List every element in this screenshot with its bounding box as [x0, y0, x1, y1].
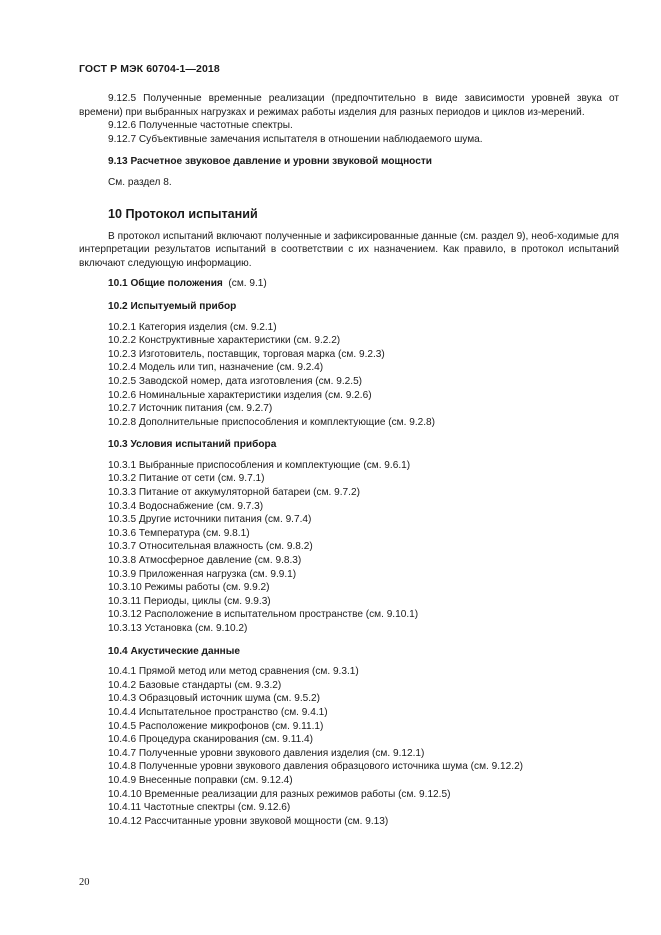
- list-item: 10.3.13 Установка (см. 9.10.2): [108, 623, 248, 634]
- list-item: 10.3.11 Периоды, циклы (см. 9.9.3): [108, 595, 271, 607]
- list-item: 10.3.3 Питание от аккумуляторной батареи (см. 9.7.2): [108, 487, 360, 499]
- list-item: 10.3.7 Относительная влажность (см. 9.8.2): [108, 541, 313, 553]
- clause-10-4-heading: 10.4 Акустические данные: [108, 645, 240, 657]
- list-item: 10.3.2 Питание от сети (см. 9.7.1): [108, 473, 265, 485]
- clause-10-1-ref: (см. 9.1): [222, 278, 267, 290]
- clause-10-2-list: [79, 321, 619, 430]
- list-item: 10.3.4 Водоснабжение (см. 9.7.3): [108, 500, 264, 512]
- list-item: 10.4.11 Частотные спектры (см. 9.12.6): [108, 802, 291, 814]
- list-item: 10.2.1 Категория изделия (см. 9.2.1): [108, 321, 277, 333]
- list-item: 10.4.3 Образцовый источник шума (см. 9.5.2): [108, 693, 321, 705]
- list-item: 10.3.10 Режимы работы (см. 9.9.2): [108, 582, 270, 594]
- list-item: 10.4.7 Полученные уровни звукового давления изделия (см. 9.12.1): [108, 747, 425, 759]
- list-item: 10.2.5 Заводской номер, дата изготовления (см. 9.2.5): [108, 375, 363, 387]
- list-item: 10.3.8 Атмосферное давление (см. 9.8.3): [108, 555, 302, 567]
- list-item: 10.3.9 Приложенная нагрузка (см. 9.9.1): [108, 568, 297, 580]
- list-item: 10.4.9 Внесенные поправки (см. 9.12.4): [108, 774, 293, 786]
- clause-10-4-list: [79, 665, 619, 828]
- document-body: [79, 92, 619, 828]
- list-item: 10.2.2 Конструктивные характеристики (см. 9.2.2): [108, 335, 341, 347]
- section-10-intro: В протокол испытаний включают полученные и зафиксированные данные (см. раздел 9), необ-ходимые для интерпретации результатов испытаний в соответствии с их назначением. Как правило, в протокол испытаний включают следующую информацию.: [79, 230, 619, 269]
- document-header: ГОСТ Р МЭК 60704-1—2018: [79, 63, 220, 75]
- list-item: 10.3.5 Другие источники питания (см. 9.7.4): [108, 514, 312, 526]
- list-item: 10.2.3 Изготовитель, поставщик, торговая марка (см. 9.2.3): [108, 348, 385, 360]
- section-10-heading: 10 Протокол испытаний: [108, 206, 258, 221]
- list-item: 10.2.8 Дополнительные приспособления и комплектующие (см. 9.2.8): [108, 416, 436, 428]
- clause-10-3-heading: 10.3 Условия испытаний прибора: [108, 439, 277, 451]
- clause-9-12-7: 9.12.7 Субъективные замечания испытателя в отношении наблюдаемого шума.: [108, 133, 483, 145]
- clause-10-1: [79, 277, 619, 291]
- list-item: 10.4.5 Расположение микрофонов (см. 9.11.1): [108, 720, 324, 732]
- list-item: 10.4.1 Прямой метод или метод сравнения (см. 9.3.1): [108, 666, 359, 678]
- clause-9-12-6: 9.12.6 Полученные частотные спектры.: [108, 120, 293, 132]
- clause-9-12-5: 9.12.5 Полученные временные реализации (предпочтительно в виде зависимости уровней звука от времени) при выбранных нагрузках и режимах работы изделия для разных периодов и циклов из-мерений.: [79, 93, 619, 118]
- list-item: 10.4.4 Испытательное пространство (см. 9.4.1): [108, 706, 328, 718]
- list-item: 10.3.12 Расположение в испытательном пространстве (см. 9.10.1): [108, 609, 419, 621]
- list-item: 10.4.10 Временные реализации для разных режимов работы (см. 9.12.5): [108, 788, 451, 800]
- list-item: 10.2.4 Модель или тип, назначение (см. 9.2.4): [108, 362, 324, 374]
- clause-10-2-heading: 10.2 Испытуемый прибор: [108, 300, 237, 312]
- clause-9-13-text: См. раздел 8.: [108, 176, 172, 188]
- clause-10-1-heading: 10.1 Общие положения: [108, 278, 223, 290]
- list-item: 10.3.1 Выбранные приспособления и комплектующие (см. 9.6.1): [108, 459, 411, 471]
- list-item: 10.4.2 Базовые стандарты (см. 9.3.2): [108, 679, 282, 691]
- list-item: 10.4.6 Процедура сканирования (см. 9.11.4): [108, 734, 313, 746]
- list-item: 10.4.8 Полученные уровни звукового давления образцового источника шума (см. 9.12.2): [108, 761, 524, 773]
- page-number: 20: [79, 877, 90, 888]
- clause-9-13-heading: 9.13 Расчетное звуковое давление и уровни звуковой мощности: [108, 156, 432, 168]
- clause-10-3-list: [79, 459, 619, 636]
- list-item: 10.4.12 Рассчитанные уровни звуковой мощности (см. 9.13): [108, 815, 389, 827]
- list-item: 10.2.7 Источник питания (см. 9.2.7): [108, 403, 273, 415]
- list-item: 10.2.6 Номинальные характеристики изделия (см. 9.2.6): [108, 389, 372, 401]
- list-item: 10.3.6 Температура (см. 9.8.1): [108, 527, 250, 539]
